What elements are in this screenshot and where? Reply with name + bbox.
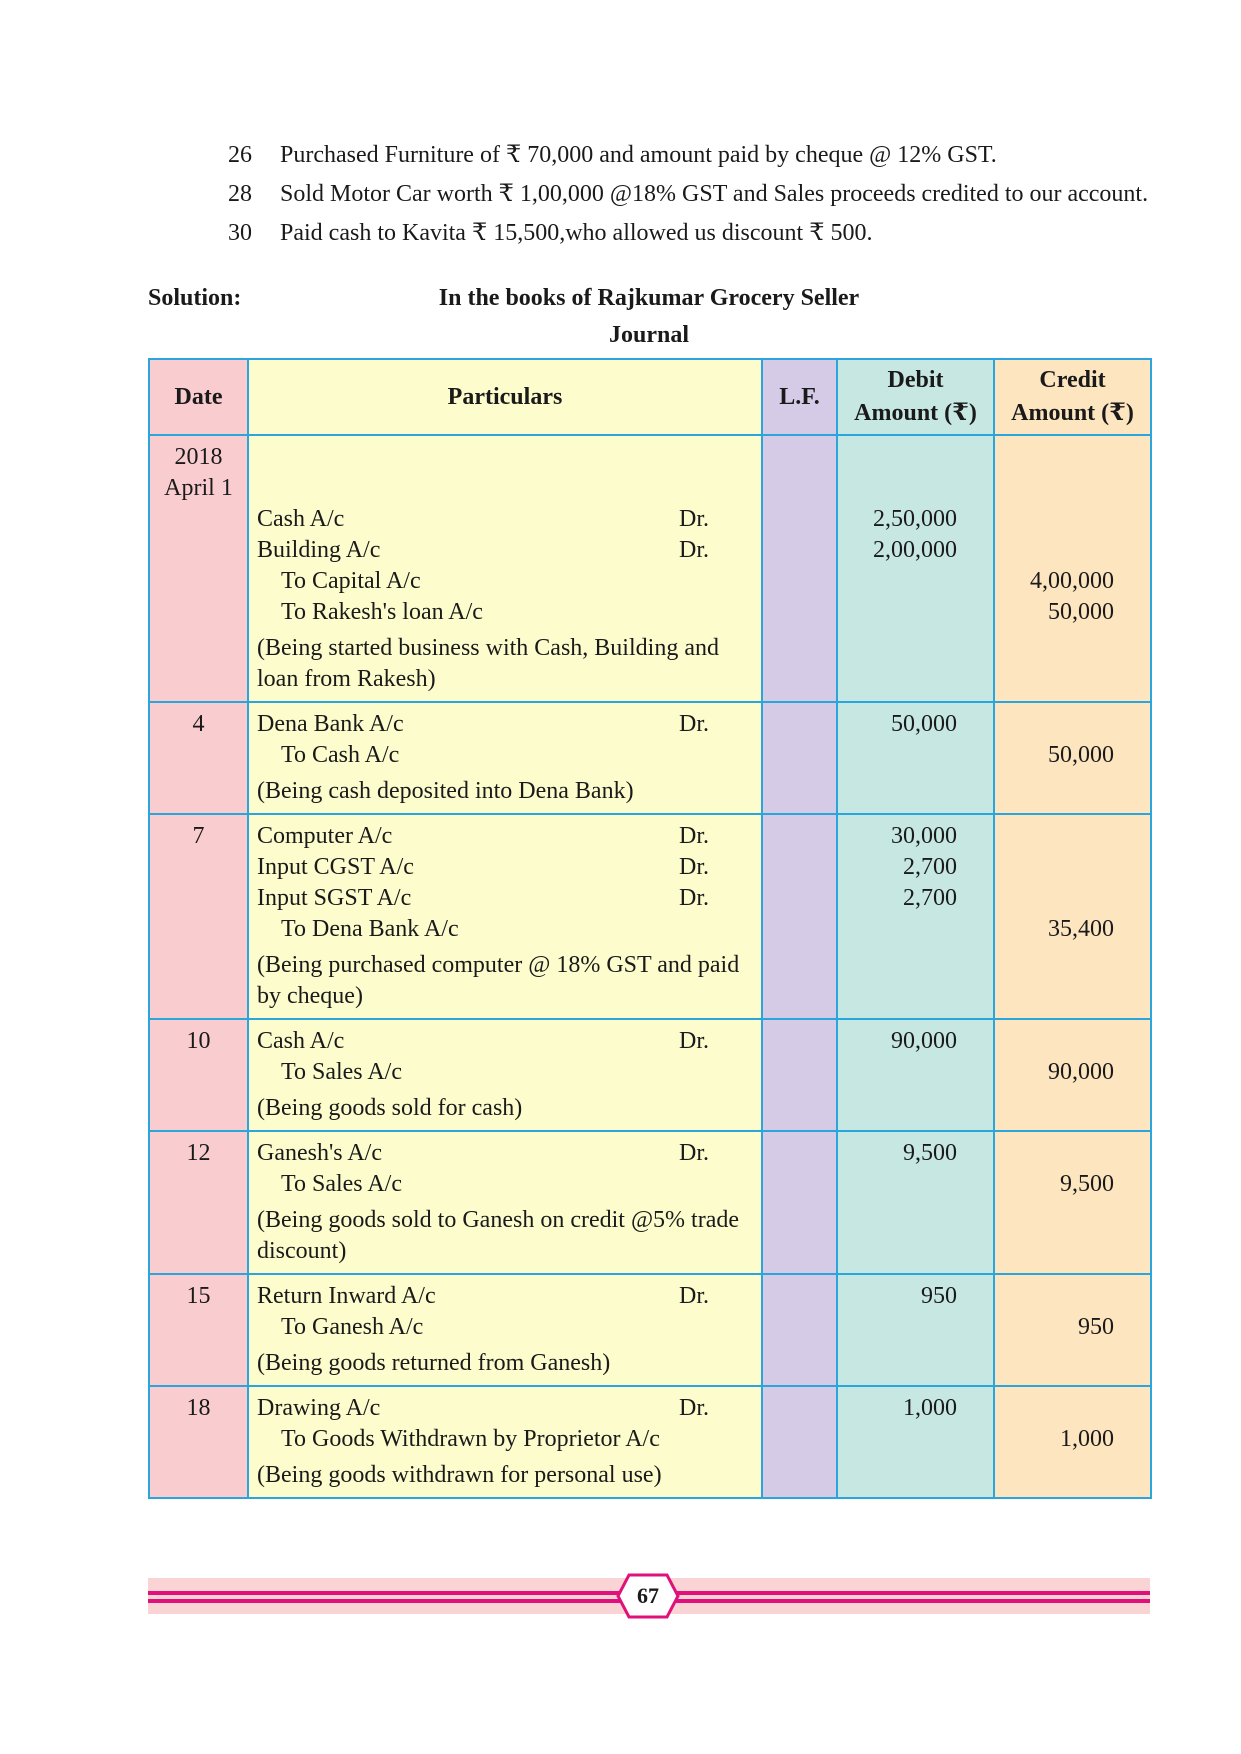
debit-amount: 950 bbox=[921, 1283, 957, 1309]
entry-particulars-cell bbox=[248, 814, 762, 1019]
entry-lf-cell bbox=[762, 1019, 837, 1131]
debit-account bbox=[249, 1138, 761, 1169]
particulars-block bbox=[249, 703, 761, 813]
debit-account bbox=[249, 883, 761, 914]
debit-account bbox=[249, 821, 761, 852]
credit-account bbox=[249, 1057, 761, 1088]
account-name: Input CGST A/c bbox=[257, 854, 414, 880]
date-block bbox=[150, 1132, 247, 1175]
debit-block bbox=[838, 815, 993, 951]
credit-account bbox=[249, 1424, 761, 1455]
account-name: Drawing A/c bbox=[257, 1395, 381, 1421]
debit-block bbox=[838, 1387, 993, 1461]
debit-amount bbox=[838, 597, 993, 628]
particulars-block bbox=[249, 1020, 761, 1130]
date-block bbox=[150, 815, 247, 858]
dr-marker: Dr. bbox=[679, 506, 709, 532]
credit-block bbox=[995, 1387, 1150, 1461]
debit-amount bbox=[838, 1424, 993, 1455]
debit-amount bbox=[838, 740, 993, 771]
credit-amount bbox=[995, 535, 1150, 566]
entry-debit-cell bbox=[837, 1386, 994, 1498]
credit-account bbox=[249, 914, 761, 945]
account-name: To Sales A/c bbox=[281, 1171, 402, 1197]
page-number: 67 bbox=[637, 1583, 659, 1608]
entry-date: 12 bbox=[186, 1140, 211, 1166]
dr-marker: Dr. bbox=[679, 1140, 709, 1166]
credit-amount bbox=[995, 883, 1150, 914]
entry-date-cell bbox=[149, 1019, 248, 1131]
credit-account bbox=[249, 566, 761, 597]
journal-header-row bbox=[149, 359, 1151, 435]
entry-lf-cell bbox=[762, 1274, 837, 1386]
debit-account bbox=[249, 535, 761, 566]
entry-debit-cell bbox=[837, 1131, 994, 1274]
debit-amount bbox=[838, 473, 993, 504]
entry-lf-cell bbox=[762, 814, 837, 1019]
debit-account bbox=[249, 852, 761, 883]
credit-amount bbox=[995, 1026, 1150, 1057]
credit-block bbox=[995, 1020, 1150, 1094]
date-block bbox=[150, 1020, 247, 1063]
account-name: To Ganesh A/c bbox=[281, 1314, 424, 1340]
date-block bbox=[150, 703, 247, 746]
entry-particulars-cell bbox=[248, 435, 762, 702]
debit-amount: 30,000 bbox=[891, 823, 957, 849]
credit-amount bbox=[995, 473, 1150, 504]
entry-credit-cell bbox=[994, 1019, 1151, 1131]
credit-amount bbox=[995, 821, 1150, 852]
journal-entry-row bbox=[149, 1019, 1151, 1131]
account-name: Cash A/c bbox=[257, 1028, 345, 1054]
entry-debit-cell bbox=[837, 702, 994, 814]
transaction-text: Paid cash to Kavita ₹ 15,500,who allowed us discount ₹ 500. bbox=[280, 220, 873, 246]
journal-entry-row bbox=[149, 1274, 1151, 1386]
entry-credit-cell bbox=[994, 1386, 1151, 1498]
transaction-day: 30 bbox=[228, 220, 252, 246]
credit-account bbox=[249, 740, 761, 771]
journal-entry-row bbox=[149, 435, 1151, 702]
credit-account bbox=[249, 597, 761, 628]
entry-date-cell bbox=[149, 702, 248, 814]
narration: (Being goods withdrawn for personal use) bbox=[257, 1462, 662, 1488]
debit-amount bbox=[838, 1057, 993, 1088]
debit-amount: 50,000 bbox=[891, 711, 957, 737]
entry-credit-cell bbox=[994, 1131, 1151, 1274]
debit-amount: 1,000 bbox=[903, 1395, 957, 1421]
entry-debit-cell bbox=[837, 1274, 994, 1386]
credit-amount: 1,000 bbox=[1060, 1426, 1114, 1452]
entry-particulars-cell bbox=[248, 1386, 762, 1498]
debit-amount: 90,000 bbox=[891, 1028, 957, 1054]
entry-date: April 1 bbox=[164, 475, 233, 501]
entry-date-cell bbox=[149, 1386, 248, 1498]
account-name: To Sales A/c bbox=[281, 1059, 402, 1085]
dr-marker: Dr. bbox=[679, 885, 709, 911]
solution-label: Solution: bbox=[148, 285, 242, 311]
books-heading: In the books of Rajkumar Grocery Seller bbox=[438, 285, 860, 311]
entry-particulars-cell bbox=[248, 1019, 762, 1131]
debit-account bbox=[249, 1281, 761, 1312]
particulars-block bbox=[249, 1387, 761, 1497]
debit-amount bbox=[838, 442, 993, 473]
dr-marker: Dr. bbox=[679, 1395, 709, 1421]
entry-date: 4 bbox=[192, 711, 205, 737]
debit-block bbox=[838, 1020, 993, 1094]
entry-date: 18 bbox=[186, 1395, 211, 1421]
entry-particulars-cell bbox=[248, 702, 762, 814]
journal-entry-row bbox=[149, 814, 1151, 1019]
dr-marker: Dr. bbox=[679, 823, 709, 849]
credit-amount bbox=[995, 709, 1150, 740]
dr-marker: Dr. bbox=[679, 537, 709, 563]
entry-date: 7 bbox=[192, 823, 205, 849]
debit-block bbox=[838, 436, 993, 634]
entry-particulars-cell bbox=[248, 1274, 762, 1386]
entry-lf-cell bbox=[762, 1386, 837, 1498]
credit-block bbox=[995, 703, 1150, 777]
credit-block bbox=[995, 815, 1150, 951]
credit-amount: 950 bbox=[1078, 1314, 1114, 1340]
account-name: Dena Bank A/c bbox=[257, 711, 404, 737]
account-name: To Rakesh's loan A/c bbox=[281, 599, 483, 625]
page-footer bbox=[148, 1578, 1150, 1614]
transaction-day: 28 bbox=[228, 181, 252, 207]
transaction-text: Purchased Furniture of ₹ 70,000 and amount paid by cheque @ 12% GST. bbox=[280, 142, 997, 168]
debit-amount: 2,700 bbox=[903, 854, 957, 880]
debit-account bbox=[249, 709, 761, 740]
credit-amount bbox=[995, 1393, 1150, 1424]
narration: (Being purchased computer @ 18% GST and paid by cheque) bbox=[257, 952, 740, 1009]
account-name: To Goods Withdrawn by Proprietor A/c bbox=[281, 1426, 660, 1452]
debit-block bbox=[838, 1132, 993, 1206]
journal-heading: Journal bbox=[608, 322, 689, 348]
credit-block bbox=[995, 1275, 1150, 1349]
narration: (Being started business with Cash, Building and loan from Rakesh) bbox=[257, 635, 719, 692]
debit-amount bbox=[838, 1312, 993, 1343]
entry-debit-cell bbox=[837, 1019, 994, 1131]
journal-table bbox=[148, 358, 1152, 1499]
debit-amount bbox=[838, 566, 993, 597]
credit-block bbox=[995, 436, 1150, 634]
debit-amount: 2,700 bbox=[903, 885, 957, 911]
header-lf: L.F. bbox=[762, 359, 837, 435]
credit-amount bbox=[995, 852, 1150, 883]
credit-amount bbox=[995, 1281, 1150, 1312]
credit-amount: 50,000 bbox=[1048, 742, 1114, 768]
debit-amount: 2,50,000 bbox=[873, 506, 957, 532]
narration: (Being cash deposited into Dena Bank) bbox=[257, 778, 634, 804]
credit-block bbox=[995, 1132, 1150, 1206]
entry-date: 10 bbox=[186, 1028, 211, 1054]
narration: (Being goods sold to Ganesh on credit @5% trade discount) bbox=[257, 1207, 740, 1264]
journal-entry-row bbox=[149, 702, 1151, 814]
date-block bbox=[150, 436, 247, 510]
dr-marker: Dr. bbox=[679, 854, 709, 880]
header-credit: Credit Amount (₹) bbox=[994, 359, 1151, 435]
credit-amount: 50,000 bbox=[1048, 599, 1114, 625]
debit-account bbox=[249, 473, 761, 504]
credit-amount: 90,000 bbox=[1048, 1059, 1114, 1085]
debit-account bbox=[249, 1393, 761, 1424]
transaction-text: Sold Motor Car worth ₹ 1,00,000 @18% GST and Sales proceeds credited to our account. bbox=[280, 181, 1149, 207]
debit-amount: 9,500 bbox=[903, 1140, 957, 1166]
entry-credit-cell bbox=[994, 1274, 1151, 1386]
dr-marker: Dr. bbox=[679, 711, 709, 737]
account-name: To Capital A/c bbox=[281, 568, 421, 594]
credit-amount: 9,500 bbox=[1060, 1171, 1114, 1197]
account-name: To Dena Bank A/c bbox=[281, 916, 459, 942]
entry-particulars-cell bbox=[248, 1131, 762, 1274]
credit-account bbox=[249, 1169, 761, 1200]
date-block bbox=[150, 1387, 247, 1430]
header-particulars: Particulars bbox=[248, 359, 762, 435]
credit-amount bbox=[995, 442, 1150, 473]
debit-account bbox=[249, 442, 761, 473]
narration: (Being goods returned from Ganesh) bbox=[257, 1350, 611, 1376]
debit-block bbox=[838, 1275, 993, 1349]
particulars-block bbox=[249, 815, 761, 1018]
particulars-block bbox=[249, 1275, 761, 1385]
transaction-item bbox=[228, 218, 1150, 249]
entry-date-cell bbox=[149, 814, 248, 1019]
debit-account bbox=[249, 1026, 761, 1057]
debit-account bbox=[249, 504, 761, 535]
header-debit: Debit Amount (₹) bbox=[837, 359, 994, 435]
entry-date-cell bbox=[149, 1274, 248, 1386]
credit-amount bbox=[995, 1138, 1150, 1169]
account-name: Input SGST A/c bbox=[257, 885, 412, 911]
dr-marker: Dr. bbox=[679, 1283, 709, 1309]
account-name: Computer A/c bbox=[257, 823, 393, 849]
entry-credit-cell bbox=[994, 814, 1151, 1019]
entry-date-cell bbox=[149, 1131, 248, 1274]
particulars-block bbox=[249, 436, 761, 701]
debit-amount bbox=[838, 914, 993, 945]
debit-block bbox=[838, 703, 993, 777]
transaction-item bbox=[228, 179, 1150, 210]
narration: (Being goods sold for cash) bbox=[257, 1095, 523, 1121]
journal-entry-row bbox=[149, 1131, 1151, 1274]
entry-lf-cell bbox=[762, 435, 837, 702]
journal-entry-row bbox=[149, 1386, 1151, 1498]
entry-date-cell bbox=[149, 435, 248, 702]
dr-marker: Dr. bbox=[679, 1028, 709, 1054]
entry-date: 15 bbox=[186, 1283, 211, 1309]
header-date: Date bbox=[149, 359, 248, 435]
entry-credit-cell bbox=[994, 435, 1151, 702]
entry-debit-cell bbox=[837, 435, 994, 702]
transaction-list bbox=[228, 140, 1150, 257]
account-name: Ganesh's A/c bbox=[257, 1140, 382, 1166]
entry-lf-cell bbox=[762, 702, 837, 814]
entry-date: 2018 bbox=[174, 444, 223, 470]
debit-amount bbox=[838, 1169, 993, 1200]
credit-amount bbox=[995, 504, 1150, 535]
credit-amount: 35,400 bbox=[1048, 916, 1114, 942]
account-name: Cash A/c bbox=[257, 506, 345, 532]
date-block bbox=[150, 1275, 247, 1318]
entry-credit-cell bbox=[994, 702, 1151, 814]
credit-account bbox=[249, 1312, 761, 1343]
account-name: Building A/c bbox=[257, 537, 381, 563]
entry-debit-cell bbox=[837, 814, 994, 1019]
debit-amount: 2,00,000 bbox=[873, 537, 957, 563]
entry-lf-cell bbox=[762, 1131, 837, 1274]
particulars-block bbox=[249, 1132, 761, 1273]
transaction-item bbox=[228, 140, 1150, 171]
account-name: Return Inward A/c bbox=[257, 1283, 436, 1309]
account-name: To Cash A/c bbox=[281, 742, 400, 768]
credit-amount: 4,00,000 bbox=[1030, 568, 1114, 594]
transaction-day: 26 bbox=[228, 142, 252, 168]
